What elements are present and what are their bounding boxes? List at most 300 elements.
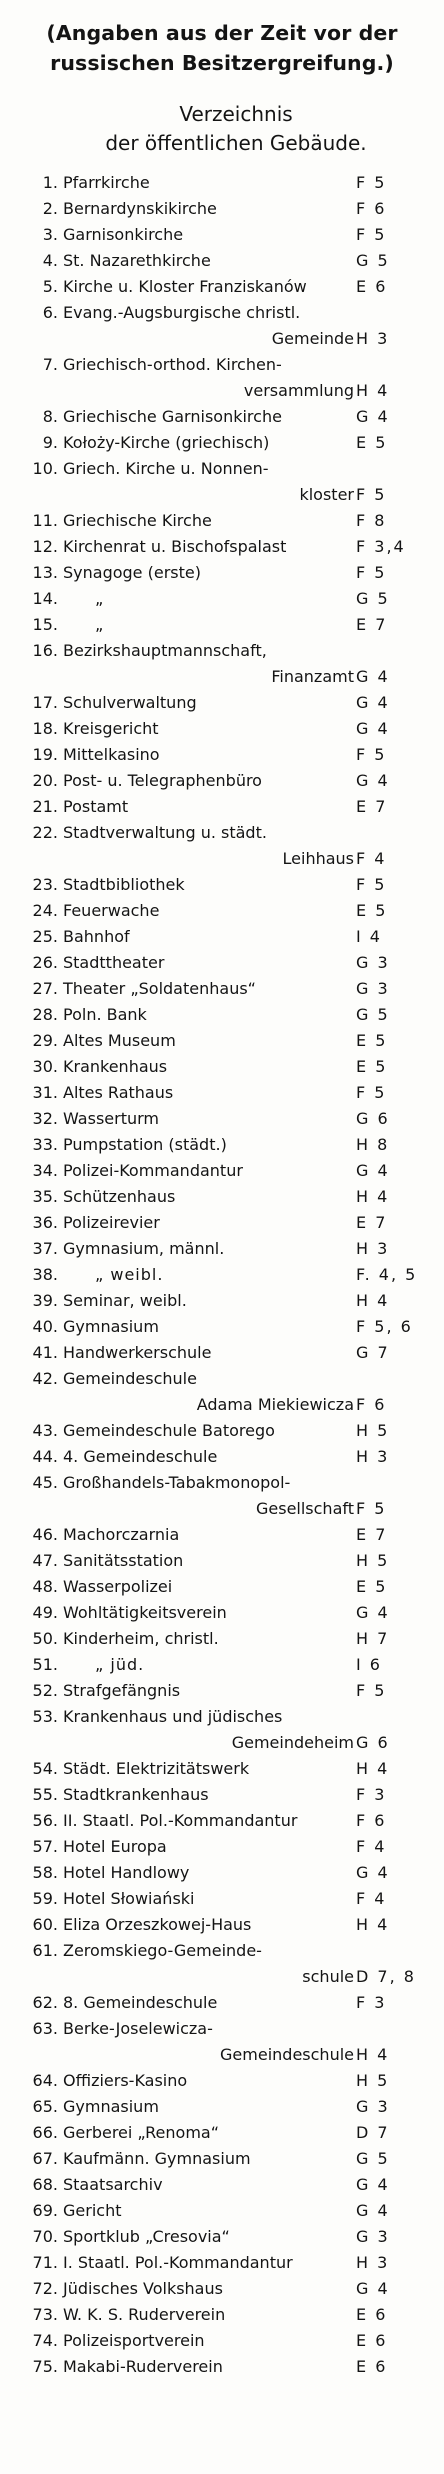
grid-reference: F 3 (356, 1785, 387, 1804)
entry-name-line: Gericht (63, 2201, 122, 2220)
list-item (22, 2276, 416, 2302)
entry-number: 51. (32, 1655, 58, 1674)
list-item (22, 1678, 416, 1704)
grid-reference: F 4 (356, 1837, 387, 1856)
entry-name-line: Zeromskiego-Gemeinde- (63, 1941, 262, 1960)
list-item (22, 404, 416, 430)
entry-number: 3. (42, 225, 58, 244)
entry-number: 12. (32, 537, 58, 556)
list-item (22, 352, 416, 404)
entry-name-line: Kreisgericht (63, 719, 159, 738)
list-item (22, 300, 416, 352)
entry-name (63, 1704, 354, 1756)
entry-name-line (63, 1652, 354, 1678)
list-item (22, 2354, 416, 2380)
entry-name (63, 1366, 354, 1418)
grid-reference: F 6 (356, 1811, 387, 1830)
entry-name (63, 1808, 354, 1834)
entry-name-line (63, 612, 354, 638)
entry-name-continuation: schule (302, 1967, 354, 1986)
list-item (22, 768, 416, 794)
entry-name-line: Hotel Handlowy (63, 1863, 190, 1882)
entry-number: 38. (32, 1265, 58, 1284)
grid-reference: G 4 (356, 2201, 390, 2220)
grid-reference: H 5 (356, 1551, 390, 1570)
entry-number: 37. (32, 1239, 58, 1258)
list-item (22, 1574, 416, 1600)
grid-reference: H 7 (356, 1629, 390, 1648)
entry-name-line: Machorczarnia (63, 1525, 180, 1544)
entry-name (63, 1288, 354, 1314)
grid-reference: F 3,4 (356, 537, 406, 556)
entry-name-line: Griechische Garnisonkirche (63, 407, 282, 426)
list-item (22, 1860, 416, 1886)
list-item (22, 170, 416, 196)
entry-name-line: Stadtbibliothek (63, 875, 185, 894)
grid-reference: E 5 (356, 901, 388, 920)
list-item (22, 1366, 416, 1418)
entry-name (63, 404, 354, 430)
list-item (22, 742, 416, 768)
grid-reference: G 5 (356, 1005, 390, 1024)
grid-reference: F 4 (356, 1889, 387, 1908)
entry-number: 10. (32, 459, 58, 478)
entry-name (63, 2094, 354, 2120)
entry-number: 67. (32, 2149, 58, 2168)
grid-reference: H 8 (356, 1135, 390, 1154)
list-item (22, 690, 416, 716)
list-item (22, 1236, 416, 1262)
entry-number: 68. (32, 2175, 58, 2194)
entry-name (63, 1262, 354, 1288)
entry-number: 33. (32, 1135, 58, 1154)
list-item (22, 534, 416, 560)
grid-reference: G 4 (356, 771, 390, 790)
grid-reference: H 5 (356, 1421, 390, 1440)
grid-reference: F 5 (356, 563, 387, 582)
entry-number: 66. (32, 2123, 58, 2142)
entry-name-line: Wasserpolizei (63, 1577, 173, 1596)
entry-name (63, 794, 354, 820)
list-item (22, 1132, 416, 1158)
list-item (22, 1106, 416, 1132)
entry-name-line: I. Staatl. Pol.-Kommandantur (63, 2253, 293, 2272)
ditto-mark: „ (95, 589, 105, 608)
grid-reference: G 4 (356, 1603, 390, 1622)
grid-reference: G 3 (356, 2097, 390, 2116)
entry-name-line: Sanitätsstation (63, 1551, 184, 1570)
entry-name-continuation: Gemeindeschule (220, 2045, 354, 2064)
entry-number: 41. (32, 1343, 58, 1362)
list-item (22, 1782, 416, 1808)
entry-name-line: Gemeindeschule (63, 1369, 197, 1388)
grid-reference: G 4 (356, 1863, 390, 1882)
entry-number: 27. (32, 979, 58, 998)
entry-name-line: Makabi-Ruderverein (63, 2357, 223, 2376)
entry-name-line: Altes Rathaus (63, 1083, 174, 1102)
grid-reference: F 3 (356, 1993, 387, 2012)
grid-reference: G 5 (356, 2149, 390, 2168)
entry-number: 74. (32, 2331, 58, 2350)
grid-reference: H 5 (356, 2071, 390, 2090)
entry-number: 70. (32, 2227, 58, 2246)
entry-name-line: Hotel Europa (63, 1837, 167, 1856)
list-item (22, 1756, 416, 1782)
entry-name (63, 586, 354, 612)
grid-reference: F 5 (356, 173, 387, 192)
entry-name (63, 742, 354, 768)
entry-number: 63. (32, 2019, 58, 2038)
entry-name (63, 1080, 354, 1106)
grid-reference: E 5 (356, 1031, 388, 1050)
list-item (22, 2224, 416, 2250)
entry-number: 42. (32, 1369, 58, 1388)
entry-number: 20. (32, 771, 58, 790)
entry-name (63, 1678, 354, 1704)
entry-name-line: Sportklub „Cresovia“ (63, 2227, 230, 2246)
grid-reference: E 6 (356, 2331, 388, 2350)
entry-name (63, 1756, 354, 1782)
list-item (22, 2302, 416, 2328)
list-item (22, 1470, 416, 1522)
list-item (22, 1548, 416, 1574)
list-item (22, 898, 416, 924)
grid-reference: F 5 (356, 875, 387, 894)
grid-reference: E 6 (356, 2357, 388, 2376)
entry-name-line: Kaufmänn. Gymnasium (63, 2149, 251, 2168)
entry-number: 45. (32, 1473, 58, 1492)
entry-number: 4. (42, 251, 58, 270)
entry-name (63, 976, 354, 1002)
grid-reference: G 7 (356, 1343, 390, 1362)
list-item (22, 716, 416, 742)
list-item (22, 274, 416, 300)
entry-name-line: Theater „Soldatenhaus“ (63, 979, 256, 998)
entry-name (63, 612, 354, 638)
entry-name (63, 1626, 354, 1652)
entry-name-line: Staatsarchiv (63, 2175, 163, 2194)
entry-name-line: Evang.-Augsburgische christl. (63, 303, 301, 322)
entry-name (63, 716, 354, 742)
list-item (22, 1886, 416, 1912)
grid-reference: G 4 (356, 2279, 390, 2298)
entry-name-line: Bezirkshauptmannschaft, (63, 641, 267, 660)
entry-name-line: St. Nazarethkirche (63, 251, 211, 270)
list-item (22, 1626, 416, 1652)
ditto-mark: „ weibl. (95, 1265, 164, 1284)
entry-name-line: Altes Museum (63, 1031, 176, 1050)
entry-name (63, 1782, 354, 1808)
entry-name (63, 2120, 354, 2146)
entry-name-line: Kirchenrat u. Bischofspalast (63, 537, 287, 556)
entry-number: 54. (32, 1759, 58, 1778)
entry-name (63, 1522, 354, 1548)
entry-number: 23. (32, 875, 58, 894)
entry-name (63, 1470, 354, 1522)
entry-number: 13. (32, 563, 58, 582)
list-item (22, 430, 416, 456)
entry-number: 61. (32, 1941, 58, 1960)
entry-name-line: Bahnhof (63, 927, 130, 946)
building-list (22, 170, 416, 2380)
grid-reference: G 4 (356, 693, 390, 712)
entry-number: 71. (32, 2253, 58, 2272)
entry-name (63, 170, 354, 196)
entry-number: 69. (32, 2201, 58, 2220)
entry-name (63, 1860, 354, 1886)
ditto-mark: „ (95, 615, 105, 634)
entry-name (63, 820, 354, 872)
entry-name (63, 2276, 354, 2302)
grid-reference: I 4 (356, 927, 382, 946)
entry-name-line: Polizeisportverein (63, 2331, 205, 2350)
grid-reference: G 4 (356, 1161, 390, 1180)
entry-name (63, 1912, 354, 1938)
entry-number: 72. (32, 2279, 58, 2298)
grid-reference: E 7 (356, 1213, 388, 1232)
entry-number: 5. (42, 277, 58, 296)
entry-name-line: Kinderheim, christl. (63, 1629, 219, 1648)
entry-name-line: Griechische Kirche (63, 511, 212, 530)
entry-number: 40. (32, 1317, 58, 1336)
grid-reference: F 5, 6 (356, 1317, 413, 1336)
entry-name (63, 1834, 354, 1860)
grid-reference: G 6 (356, 1109, 390, 1128)
entry-number: 55. (32, 1785, 58, 1804)
entry-name-line: Gymnasium (63, 2097, 159, 2116)
entry-name (63, 1938, 354, 1990)
grid-reference: H 3 (356, 329, 390, 348)
entry-number: 64. (32, 2071, 58, 2090)
list-item (22, 1938, 416, 1990)
list-item (22, 612, 416, 638)
entry-number: 47. (32, 1551, 58, 1570)
entry-number: 24. (32, 901, 58, 920)
entry-name (63, 872, 354, 898)
grid-reference: G 3 (356, 2227, 390, 2246)
grid-reference: F 4 (356, 849, 387, 868)
entry-number: 50. (32, 1629, 58, 1648)
list-item (22, 1444, 416, 1470)
entry-number: 49. (32, 1603, 58, 1622)
grid-reference: G 3 (356, 979, 390, 998)
entry-name (63, 2328, 354, 2354)
entry-number: 43. (32, 1421, 58, 1440)
entry-name-line: Jüdisches Volkshaus (63, 2279, 223, 2298)
entry-number: 17. (32, 693, 58, 712)
entry-name-line: Mittelkasino (63, 745, 160, 764)
entry-name-line: Hotel Słowiański (63, 1889, 195, 1908)
entry-name-line: II. Staatl. Pol.-Kommandantur (63, 1811, 298, 1830)
entry-name (63, 1574, 354, 1600)
entry-name (63, 1600, 354, 1626)
grid-reference: H 4 (356, 1759, 390, 1778)
entry-name (63, 508, 354, 534)
entry-name-line: Krankenhaus (63, 1057, 168, 1076)
entry-name-line: Stadttheater (63, 953, 165, 972)
grid-reference: E 5 (356, 1577, 388, 1596)
list-item (22, 1340, 416, 1366)
list-item (22, 1522, 416, 1548)
entry-number: 25. (32, 927, 58, 946)
grid-reference: G 4 (356, 667, 390, 686)
entry-name-line: Strafgefängnis (63, 1681, 181, 1700)
entry-name-continuation: versammlung (243, 381, 354, 400)
grid-reference: G 4 (356, 407, 390, 426)
entry-name (63, 638, 354, 690)
entry-name-line: Stadtkrankenhaus (63, 1785, 209, 1804)
entry-number: 48. (32, 1577, 58, 1596)
page-title-line: Verzeichnis (179, 102, 293, 126)
entry-name (63, 1054, 354, 1080)
grid-reference: G 5 (356, 589, 390, 608)
list-item (22, 1002, 416, 1028)
grid-reference: D 7, 8 (356, 1967, 416, 1986)
entry-name (63, 690, 354, 716)
list-item (22, 2068, 416, 2094)
entry-name-line (63, 586, 354, 612)
list-item (22, 222, 416, 248)
list-item (22, 976, 416, 1002)
entry-number: 31. (32, 1083, 58, 1102)
list-item (22, 1834, 416, 1860)
entry-name-continuation: Adama Miekiewicza (196, 1395, 354, 1414)
list-item (22, 820, 416, 872)
header-note-line: (Angaben aus der Zeit vor der (46, 21, 398, 45)
list-item (22, 1808, 416, 1834)
entry-name (63, 2016, 354, 2068)
entry-name-line: Post- u. Telegraphenbüro (63, 771, 262, 790)
list-item (22, 2120, 416, 2146)
entry-name-line: Kołoży-Kirche (griechisch) (63, 433, 270, 452)
grid-reference: G 4 (356, 2175, 390, 2194)
entry-name-line: Pumpstation (städt.) (63, 1135, 227, 1154)
list-item (22, 1652, 416, 1678)
ditto-mark: „ jüd. (95, 1655, 145, 1674)
entry-name (63, 248, 354, 274)
entry-name (63, 768, 354, 794)
entry-number: 26. (32, 953, 58, 972)
list-item (22, 248, 416, 274)
entry-name-line: Großhandels-Tabakmonopol- (63, 1473, 291, 1492)
entry-name-continuation: kloster (299, 485, 354, 504)
entry-number: 35. (32, 1187, 58, 1206)
entry-name (63, 924, 354, 950)
entry-number: 1. (42, 173, 58, 192)
entry-name (63, 1340, 354, 1366)
list-item (22, 2146, 416, 2172)
entry-name-line: 8. Gemeindeschule (63, 1993, 218, 2012)
entry-name-line (63, 1262, 354, 1288)
entry-number: 34. (32, 1161, 58, 1180)
entry-name-continuation: Gemeindeheim (231, 1733, 354, 1752)
grid-reference: E 6 (356, 2305, 388, 2324)
entry-name-line: Postamt (63, 797, 129, 816)
entry-number: 53. (32, 1707, 58, 1726)
grid-reference: E 5 (356, 433, 388, 452)
list-item (22, 1028, 416, 1054)
entry-number: 19. (32, 745, 58, 764)
grid-reference: I 6 (356, 1655, 382, 1674)
entry-name-line: Garnisonkirche (63, 225, 184, 244)
grid-reference: F 5 (356, 1499, 387, 1518)
list-item (22, 1314, 416, 1340)
entry-number: 16. (32, 641, 58, 660)
entry-number: 52. (32, 1681, 58, 1700)
entry-number: 15. (32, 615, 58, 634)
list-item (22, 196, 416, 222)
grid-reference: H 4 (356, 1291, 390, 1310)
entry-number: 39. (32, 1291, 58, 1310)
header-note (28, 18, 416, 78)
list-item (22, 1158, 416, 1184)
grid-reference: H 4 (356, 1915, 390, 1934)
entry-name-line: Städt. Elektrizitätswerk (63, 1759, 250, 1778)
entry-number: 46. (32, 1525, 58, 1544)
grid-reference: F 6 (356, 199, 387, 218)
entry-number: 73. (32, 2305, 58, 2324)
grid-reference: F. 4, 5 (356, 1265, 418, 1284)
entry-name-line: Seminar, weibl. (63, 1291, 187, 1310)
list-item (22, 638, 416, 690)
entry-name (63, 352, 354, 404)
grid-reference: H 3 (356, 1447, 390, 1466)
list-item (22, 1288, 416, 1314)
entry-name-continuation: Gemeinde (271, 329, 354, 348)
entry-name-line: Polizeirevier (63, 1213, 160, 1232)
list-item (22, 924, 416, 950)
grid-reference: E 5 (356, 1057, 388, 1076)
entry-name-line: Stadtverwaltung u. städt. (63, 823, 267, 842)
list-item (22, 2172, 416, 2198)
entry-number: 75. (32, 2357, 58, 2376)
entry-name-line: 4. Gemeindeschule (63, 1447, 218, 1466)
entry-number: 8. (42, 407, 58, 426)
entry-name-line: Polizei-Kommandantur (63, 1161, 243, 1180)
entry-name (63, 2224, 354, 2250)
entry-number: 57. (32, 1837, 58, 1856)
entry-name (63, 456, 354, 508)
grid-reference: F 6 (356, 1395, 387, 1414)
entry-name (63, 1652, 354, 1678)
list-item (22, 1600, 416, 1626)
entry-name (63, 534, 354, 560)
entry-name (63, 950, 354, 976)
entry-name (63, 2146, 354, 2172)
list-item (22, 1418, 416, 1444)
grid-reference: G 5 (356, 251, 390, 270)
entry-name-line: Wohltätigkeitsverein (63, 1603, 227, 1622)
entry-name (63, 1158, 354, 1184)
grid-reference: H 3 (356, 2253, 390, 2272)
entry-number: 30. (32, 1057, 58, 1076)
list-item (22, 1990, 416, 2016)
entry-name-line: Feuerwache (63, 901, 160, 920)
entry-name-line: Poln. Bank (63, 1005, 147, 1024)
list-item (22, 794, 416, 820)
entry-name-line: W. K. S. Ruderverein (63, 2305, 226, 2324)
list-item (22, 1080, 416, 1106)
page-title (56, 100, 416, 158)
list-item (22, 2328, 416, 2354)
entry-name-line: Handwerkerschule (63, 1343, 212, 1362)
list-item (22, 2198, 416, 2224)
grid-reference: E 7 (356, 615, 388, 634)
entry-name (63, 1106, 354, 1132)
entry-name-line: Gerberei „Renoma“ (63, 2123, 219, 2142)
entry-name (63, 222, 354, 248)
entry-number: 18. (32, 719, 58, 738)
